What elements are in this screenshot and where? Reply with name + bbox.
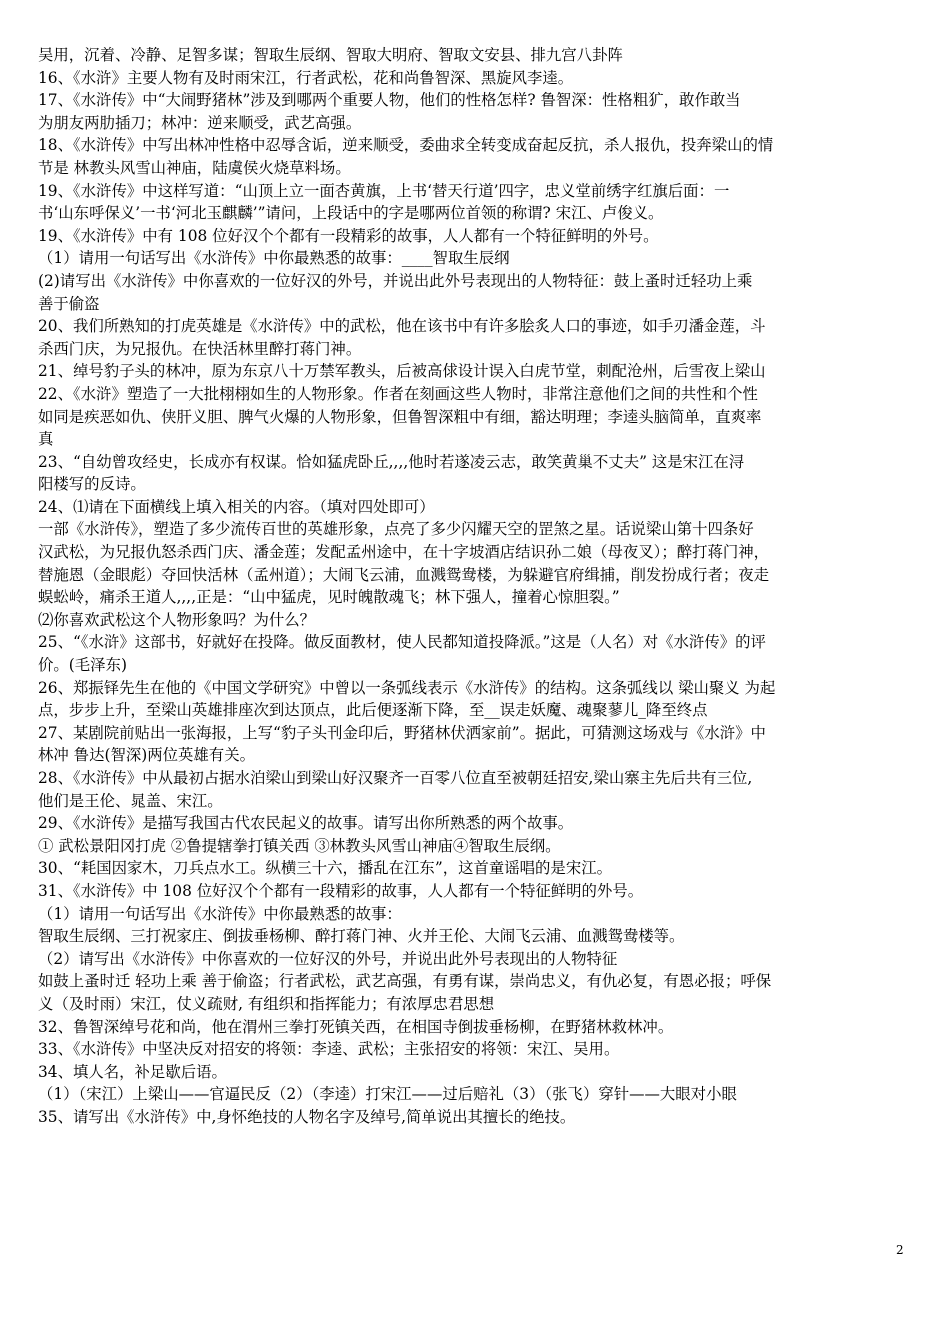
text-line: 真 xyxy=(38,430,54,449)
text-line: 阳楼写的反诗。 xyxy=(38,475,146,494)
text-line: 吴用，沉着、冷静、足智多谋；智取生辰纲、智取大明府、智取文安县、排九宫八卦阵 xyxy=(38,46,623,64)
text-line: 19、《水浒传》中这样写道：“山顶上立一面杏黄旗，上书‘替天行道’四字，忠义堂前绣字红旗后面：一 xyxy=(38,181,730,200)
text-line: 汉武松，为兄报仇怒杀西门庆、潘金莲；发配孟州途中，在十字坡酒店结识孙二娘（母夜叉）；醉打蒋门神， xyxy=(38,543,770,562)
text-line: 23、“自幼曾攻经史，长成亦有权谋。恰如猛虎卧丘,,,,他时若遂凌云志，敢笑黄巢不丈夫” 这是宋江在浔 xyxy=(38,452,745,471)
text-line: 25、“《水浒》这部书，好就好在投降。做反面教材，使人民都知道投降派。”这是（人名）对《水浒传》的评 xyxy=(38,633,766,652)
text-line: 34、填人名，补足歇后语。 xyxy=(38,1062,227,1081)
text-line: 义（及时雨）宋江，仗义疏财, 有组织和指挥能力；有浓厚忠君思想 xyxy=(38,994,495,1013)
page-number: 2 xyxy=(896,1243,904,1257)
text-line: 一部《水浒传》，塑造了多少流传百世的英雄形象，点亮了多少闪耀天空的罡煞之星。话说梁山第十四条好 xyxy=(38,520,754,539)
text-line: 他们是王伦、晁盖、宋江。 xyxy=(38,791,223,810)
text-line: 31、《水浒传》中 108 位好汉个个都有一段精彩的故事，人人都有一个特征鲜明的外号。 xyxy=(38,881,644,900)
text-line: 如鼓上蚤时迁 轻功上乘 善于偷盗；行者武松，武艺高强，有勇有谋，崇尚忠义，有仇必复，有恩必报；呼保 xyxy=(38,972,772,991)
text-line: （1）请用一句话写出《水浒传》中你最熟悉的故事： xyxy=(38,904,402,923)
text-line: 智取生辰纲、三打祝家庄、倒拔垂杨柳、醉打蒋门神、火并王伦、大闹飞云浦、血溅鸳鸯楼等。 xyxy=(38,927,685,946)
text-line: 20、我们所熟知的打虎英雄是《水浒传》中的武松，他在该书中有许多脍炙人口的事迹，如手刃潘金莲，斗 xyxy=(38,317,766,336)
text-line: ① 武松景阳冈打虎 ②鲁提辖拳打镇关西 ③林教头风雪山神庙④智取生辰纲。 xyxy=(38,836,561,855)
text-line: 33、《水浒传》中坚决反对招安的将领：李逵、武松；主张招安的将领：宋江、吴用。 xyxy=(38,1040,620,1059)
text-line: 32、鲁智深绰号花和尚，他在渭州三拳打死镇关西，在相国寺倒拔垂杨柳，在野猪林救林冲。 xyxy=(38,1017,674,1036)
text-line: 21、绰号豹子头的林冲，原为东京八十万禁军教头，后被高俅设计误入白虎节堂，刺配沧州，后雪夜上梁山 xyxy=(38,362,766,381)
text-line: 善于偷盗 xyxy=(38,294,100,313)
text-line: （2）请写出《水浒传》中你喜欢的一位好汉的外号，并说出此外号表现出的人物特征 xyxy=(38,949,618,968)
text-line: 林冲 鲁达(智深)两位英雄有关。 xyxy=(38,746,255,765)
text-line: 蜈蚣岭，痛杀王道人,,,,正是：“山中猛虎，见时魄散魂飞；林下强人，撞着心惊胆裂。” xyxy=(38,588,620,607)
text-line: （1）（宋江）上梁山——官逼民反（2）（李逵）打宋江——过后赔礼（3）（张飞）穿针——大眼对小眼 xyxy=(38,1085,737,1104)
text-line: 26、郑振铎先生在他的《中国文学研究》中曾以一条弧线表示《水浒传》的结构。这条弧线以 梁山聚义 为起 xyxy=(38,678,776,697)
text-line: 如同是疾恶如仇、侠肝义胆、脾气火爆的人物形象，但鲁智深粗中有细，豁达明理；李逵头脑简单，直爽率 xyxy=(38,407,762,426)
text-line: 杀西门庆，为兄报仇。在快活林里醉打蒋门神。 xyxy=(38,339,362,358)
text-line: 17、《水浒传》中“大闹野猪林”涉及到哪两个重要人物，他们的性格怎样? 鲁智深：性格粗犷，敢作敢当 xyxy=(38,91,741,110)
text-line: 为朋友两肋插刀；林冲：逆来顺受，武艺高强。 xyxy=(38,113,362,132)
text-line: 30、“耗国因家木，刀兵点水工。纵横三十六，播乱在江东”，这首童谣唱的是宋江。 xyxy=(38,859,612,878)
document-body xyxy=(38,44,914,1129)
text-line: 27、某剧院前贴出一张海报，上写“豹子头刊金印后，野猪林伏洒家前”。据此，可猜测这场戏与《水浒》中 xyxy=(38,723,766,742)
text-line: 22、《水浒》塑造了一大批栩栩如生的人物形象。作者在刻画这些人物时，非常注意他们之间的共性和个性 xyxy=(38,384,758,403)
text-line: 价。(毛泽东) xyxy=(38,656,127,675)
text-line: 35、请写出《水浒传》中,身怀绝技的人物名字及绰号,简单说出其擅长的绝技。 xyxy=(38,1107,576,1126)
text-line: 节是 林教头风雪山神庙，陆虞侯火烧草料场。 xyxy=(38,158,351,177)
text-line: 16、《水浒》主要人物有及时雨宋江，行者武松，花和尚鲁智深、黑旋风李逵。 xyxy=(38,68,574,87)
text-line: 29、《水浒传》是描写我国古代农民起义的故事。请写出你所熟悉的两个故事。 xyxy=(38,814,574,833)
text-line: 点，步步上升，至梁山英雄排座次到达顶点，此后便逐渐下降，至__误走妖魔、魂聚蓼儿_降至终点 xyxy=(38,701,708,720)
text-line: ⑵你喜欢武松这个人物形象吗？为什么？ xyxy=(38,610,316,629)
text-line: 书‘山东呼保义’一书‘河北玉麒麟’”请问，上段话中的字是哪两位首领的称谓? 宋江、卢俊义。 xyxy=(38,204,664,223)
text-line: （1）请用一句话写出《水浒传》中你最熟悉的故事：____智取生辰纲 xyxy=(38,249,510,268)
text-line: 19、《水浒传》中有 108 位好汉个个都有一段精彩的故事，人人都有一个特征鲜明的外号。 xyxy=(38,226,659,245)
text-line: (2)请写出《水浒传》中你喜欢的一位好汉的外号，并说出此外号表现出的人物特征：鼓上蚤时迁轻功上乘 xyxy=(38,271,753,290)
text-line: 28、《水浒传》中从最初占据水泊梁山到梁山好汉聚齐一百零八位直至被朝廷招安,梁山寨主先后共有三位, xyxy=(38,769,753,787)
text-line: 替施恩（金眼彪）夺回快活林（孟州道）；大闹飞云浦，血溅鸳鸯楼，为躲避官府缉捕，削发扮成行者；夜走 xyxy=(38,565,770,584)
text-line: 24、⑴请在下面横线上填入相关的内容。（填对四处即可） xyxy=(38,497,435,516)
text-line: 18、《水浒传》中写出林冲性格中忍辱含诟，逆来顺受，委曲求全转变成奋起反抗，杀人报仇，投奔梁山的情 xyxy=(38,136,774,155)
